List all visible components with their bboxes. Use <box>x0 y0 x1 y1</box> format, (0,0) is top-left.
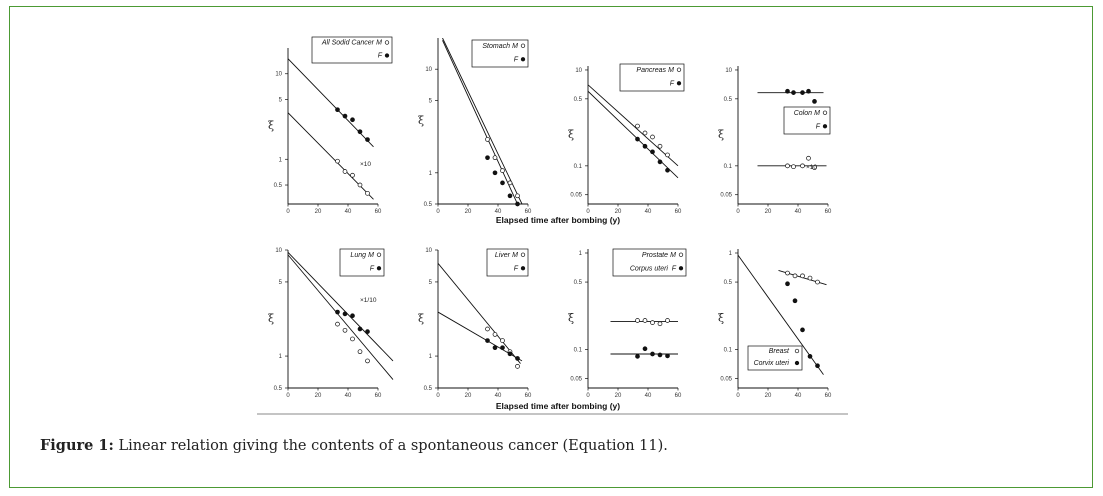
y-axis-label: ξ <box>267 119 275 132</box>
legend-sex: M <box>668 66 674 74</box>
legend-label: Colon <box>793 109 812 117</box>
data-point-f <box>336 310 340 314</box>
y-tick-label: 0.5 <box>423 386 432 392</box>
x-tick-label: 40 <box>794 393 802 399</box>
y-tick-label: 0.1 <box>573 347 582 354</box>
y-tick-label: 5 <box>278 279 282 286</box>
legend-marker <box>385 54 389 58</box>
legend-label: All Sodid Cancer <box>321 39 374 47</box>
legend-sex: F <box>815 123 820 131</box>
legend-marker <box>677 68 681 72</box>
data-point-f <box>813 99 817 103</box>
data-point-corvix-uteri <box>786 282 790 286</box>
data-point-m <box>516 194 520 198</box>
y-axis-label: ξ <box>567 311 575 325</box>
data-point-m <box>636 124 640 128</box>
data-point-m <box>658 144 662 148</box>
y-tick-label: 0.5 <box>573 280 582 287</box>
y-tick-label: 0.1 <box>573 163 582 170</box>
data-point-f <box>636 137 640 141</box>
y-tick-label: 1 <box>428 354 432 361</box>
x-tick-label: 20 <box>614 393 622 399</box>
y-tick-label: 0.1 <box>723 163 732 170</box>
data-point-m <box>343 169 347 173</box>
chart-panel-all-solid <box>268 37 392 215</box>
x-tick-label: 0 <box>286 209 290 215</box>
data-point-f <box>351 118 355 122</box>
y-tick-label: 1 <box>278 157 282 164</box>
figure-caption <box>40 437 668 454</box>
x-tick-label: 0 <box>436 393 440 399</box>
fit-line-f <box>588 91 678 178</box>
legend-sex: F <box>669 80 674 88</box>
x-tick-label: 40 <box>344 393 352 399</box>
y-axis-label: ξ <box>267 312 275 325</box>
y-tick-label: 0.1 <box>723 347 732 354</box>
data-point-m <box>801 164 805 168</box>
y-tick-label: 0.05 <box>570 376 582 383</box>
y-axis-label: ξ <box>567 128 575 141</box>
y-tick-label: 0.05 <box>720 192 732 199</box>
y-tick-label: 0.5 <box>723 96 732 103</box>
legend-sex: F <box>377 52 382 60</box>
y-tick-label: 0.05 <box>570 192 582 199</box>
legend-label: Liver <box>494 251 510 259</box>
data-point-breast <box>786 271 790 275</box>
data-point-breast <box>793 274 797 278</box>
chart-panel-breast <box>718 249 832 399</box>
data-point-f <box>508 352 512 356</box>
data-point-m <box>636 318 640 322</box>
data-point-m <box>366 191 370 195</box>
x-tick-label: 0 <box>286 393 290 399</box>
data-point-m <box>358 350 362 354</box>
legend-marker <box>521 266 525 270</box>
legend-sex: M <box>512 251 518 259</box>
x-tick-label: 20 <box>614 209 622 215</box>
x-tick-label: 60 <box>524 209 532 215</box>
data-point-m <box>343 328 347 332</box>
y-tick-label: 1 <box>728 250 732 257</box>
data-point-f <box>658 160 662 164</box>
x-tick-label: 0 <box>586 393 590 399</box>
data-point-breast <box>808 276 812 280</box>
y-tick-label: 0.5 <box>273 183 282 190</box>
y-tick-label: 10 <box>725 67 732 74</box>
data-point-f <box>486 156 490 160</box>
data-point-m <box>358 183 362 187</box>
y-tick-label: 10 <box>275 248 282 254</box>
legend-label: Stomach <box>482 42 510 50</box>
data-point-f <box>501 346 505 350</box>
x-tick-label: 0 <box>586 209 590 215</box>
data-point-m <box>501 169 505 173</box>
y-axis-label: ξ <box>717 311 725 325</box>
x-tick-label: 40 <box>344 209 352 215</box>
y-tick-label: 5 <box>278 97 282 104</box>
chart-panel-liver <box>418 248 532 399</box>
x-tick-label: 0 <box>436 209 440 215</box>
fit-line-m <box>438 263 521 363</box>
data-point-f <box>366 330 370 334</box>
y-tick-label: 0.5 <box>723 280 732 287</box>
legend-marker <box>823 111 827 115</box>
legend-label: Corvix uteri <box>753 360 789 367</box>
scale-annotation: ×10 <box>806 164 818 171</box>
data-point-breast <box>816 280 820 284</box>
data-point-f <box>343 312 347 316</box>
data-point-m <box>486 137 490 141</box>
data-point-m <box>501 339 505 343</box>
data-point-f <box>486 339 490 343</box>
data-point-f <box>651 352 655 356</box>
data-point-f <box>516 202 520 206</box>
data-point-f <box>366 138 370 142</box>
data-point-m <box>666 153 670 157</box>
x-tick-label: 20 <box>314 209 322 215</box>
legend-label: Prostate <box>641 251 668 259</box>
y-tick-label: 0.5 <box>273 386 282 392</box>
legend-label: Lung <box>350 251 366 259</box>
y-tick-label: 1 <box>278 354 282 361</box>
data-point-corvix-uteri <box>816 364 820 368</box>
x-tick-label: 20 <box>764 393 772 399</box>
x-tick-label: 40 <box>794 209 802 215</box>
data-point-f <box>351 314 355 318</box>
x-tick-label: 60 <box>374 393 382 399</box>
legend-marker <box>679 253 683 257</box>
x-tick-label: 40 <box>494 209 502 215</box>
y-tick-label: 0.5 <box>573 96 582 103</box>
data-point-m <box>493 156 497 160</box>
legend-marker <box>795 361 799 365</box>
data-point-m <box>643 131 647 135</box>
data-point-corvix-uteri <box>801 328 805 332</box>
data-point-f <box>792 91 796 95</box>
caption-label: Figure 1: <box>40 437 114 454</box>
scale-annotation: ×10 <box>360 161 372 168</box>
data-point-f <box>643 347 647 351</box>
x-tick-label: 40 <box>494 393 502 399</box>
y-tick-label: 10 <box>425 248 432 254</box>
chart-panel-pancreas <box>568 64 684 215</box>
data-point-m <box>366 359 370 363</box>
legend-sex: F <box>369 265 374 273</box>
x-tick-label: 60 <box>824 209 832 215</box>
y-tick-label: 0.5 <box>423 202 432 208</box>
data-point-m <box>658 322 662 326</box>
legend-sex: M <box>368 251 374 259</box>
y-tick-label: 10 <box>425 67 432 74</box>
data-point-f <box>666 354 670 358</box>
data-point-f <box>493 346 497 350</box>
data-point-m <box>643 318 647 322</box>
y-tick-label: 10 <box>575 67 582 74</box>
legend-marker <box>377 266 381 270</box>
data-point-breast <box>801 274 805 278</box>
data-point-f <box>343 114 347 118</box>
scale-annotation: ×1/10 <box>360 297 377 304</box>
legend-sex: M <box>670 251 676 259</box>
chart-panel-stomach <box>418 38 532 215</box>
chart-panel-lung <box>268 248 393 399</box>
x-tick-label: 60 <box>674 209 682 215</box>
data-point-f <box>358 130 362 134</box>
x-tick-label: 20 <box>464 209 472 215</box>
legend-marker <box>521 44 525 48</box>
data-point-f <box>493 171 497 175</box>
y-tick-label: 0.05 <box>720 376 732 383</box>
legend-label: Breast <box>768 348 789 355</box>
data-point-f <box>501 181 505 185</box>
data-point-m <box>336 159 340 163</box>
data-point-m <box>486 327 490 331</box>
data-point-m <box>493 332 497 336</box>
x-tick-label: 60 <box>674 393 682 399</box>
x-axis-label-bottom: Elapsed time after bombing (y) <box>495 401 621 411</box>
data-point-f <box>358 327 362 331</box>
data-point-f <box>508 194 512 198</box>
x-tick-label: 40 <box>644 209 652 215</box>
legend-marker <box>823 124 827 128</box>
data-point-f <box>643 144 647 148</box>
y-tick-label: 5 <box>428 98 432 105</box>
data-point-m <box>351 173 355 177</box>
legend-marker <box>521 57 525 61</box>
x-tick-label: 60 <box>824 393 832 399</box>
data-point-corvix-uteri <box>793 299 797 303</box>
data-point-f <box>786 89 790 93</box>
data-point-m <box>516 364 520 368</box>
data-point-corvix-uteri <box>808 354 812 358</box>
x-tick-label: 60 <box>524 393 532 399</box>
x-tick-label: 60 <box>374 209 382 215</box>
data-point-m <box>508 181 512 185</box>
data-point-m <box>336 322 340 326</box>
legend-sex: F <box>513 56 518 64</box>
y-tick-label: 10 <box>275 71 282 78</box>
data-point-f <box>636 354 640 358</box>
data-point-m <box>786 164 790 168</box>
data-point-m <box>792 165 796 169</box>
y-axis-label: ξ <box>717 128 725 141</box>
chart-panel-prostate <box>568 249 686 399</box>
x-tick-label: 20 <box>764 209 772 215</box>
data-point-f <box>658 353 662 357</box>
legend-label: Corpus uteri <box>629 265 668 273</box>
data-point-f <box>516 356 520 360</box>
x-tick-label: 20 <box>464 393 472 399</box>
data-point-m <box>351 337 355 341</box>
data-point-m <box>807 156 811 160</box>
legend-sex: M <box>512 42 518 50</box>
data-point-f <box>336 108 340 112</box>
caption-text: Linear relation giving the contents of a spontaneous cancer (Equation 11). <box>118 438 668 454</box>
y-axis-label: ξ <box>417 114 425 127</box>
x-axis-label-top: Elapsed time after bombing (y) <box>495 215 621 225</box>
legend-sex: M <box>376 39 382 47</box>
legend-marker <box>679 266 683 270</box>
x-tick-label: 20 <box>314 393 322 399</box>
y-tick-label: 1 <box>428 170 432 177</box>
legend-sex: F <box>513 265 518 273</box>
legend-marker <box>377 253 381 257</box>
data-point-f <box>651 150 655 154</box>
x-tick-label: 0 <box>736 393 740 399</box>
data-point-f <box>807 89 811 93</box>
data-point-m <box>651 321 655 325</box>
y-tick-label: 5 <box>428 279 432 286</box>
legend-marker <box>521 253 525 257</box>
legend-marker <box>795 349 799 353</box>
y-axis-label: ξ <box>417 312 425 325</box>
chart-panel-colon <box>718 66 832 215</box>
legend-sex: M <box>814 109 820 117</box>
data-point-m <box>666 318 670 322</box>
fit-line-m <box>588 85 678 166</box>
y-tick-label: 1 <box>578 250 582 257</box>
legend-marker <box>385 41 389 45</box>
x-tick-label: 40 <box>644 393 652 399</box>
data-point-f <box>666 168 670 172</box>
data-point-m <box>651 135 655 139</box>
x-tick-label: 0 <box>736 209 740 215</box>
legend-marker <box>677 81 681 85</box>
legend-sex: F <box>671 265 676 273</box>
data-point-f <box>801 91 805 95</box>
legend-label: Pancreas <box>636 66 666 74</box>
